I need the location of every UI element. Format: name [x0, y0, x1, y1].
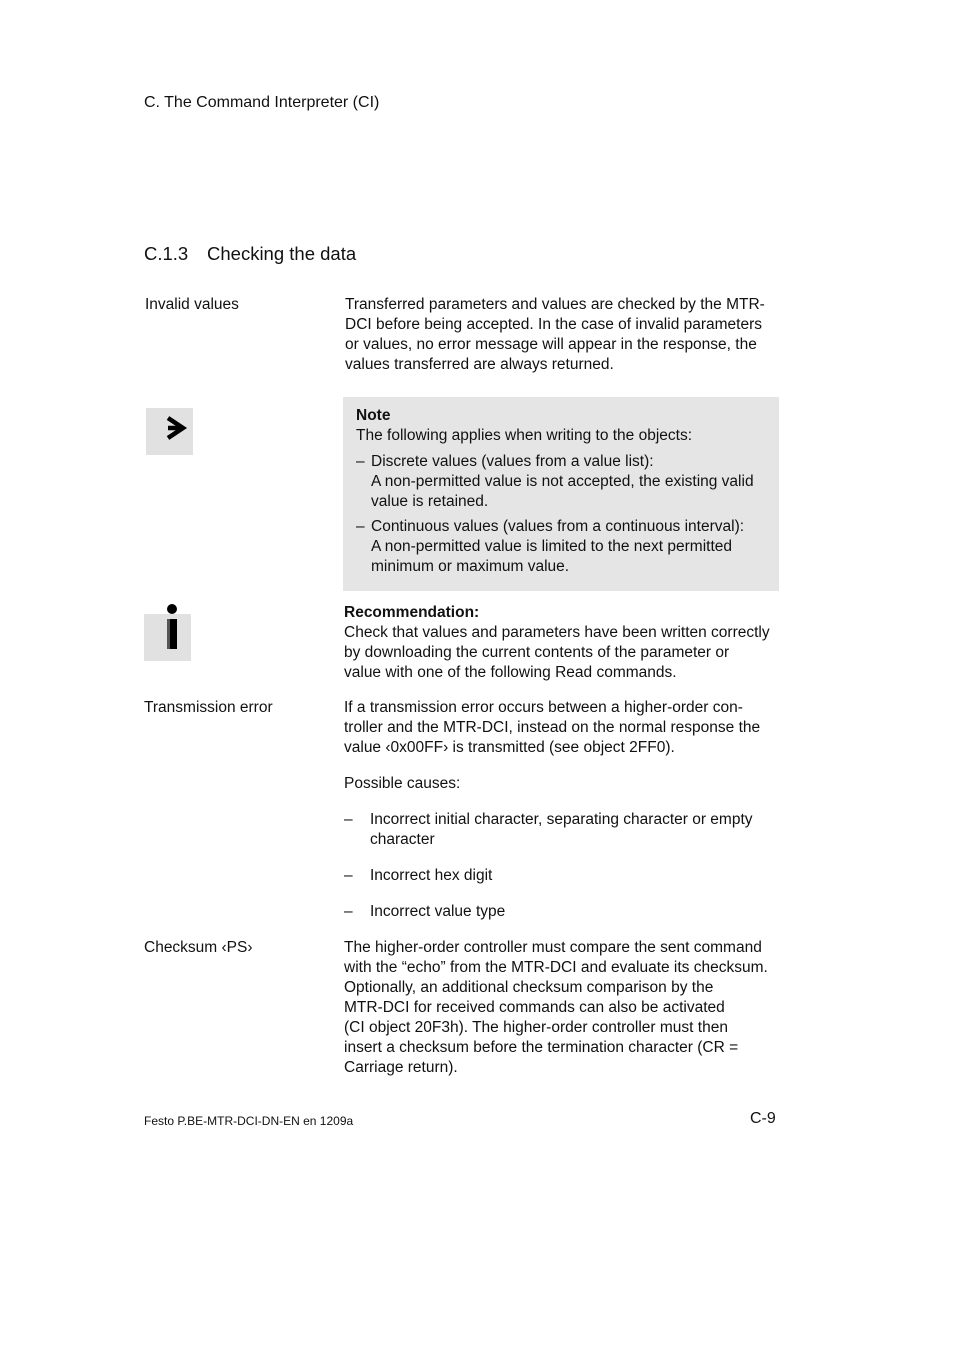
list-item: – Incorrect initial character, separating character or empty character [344, 811, 753, 848]
text-line: value with one of the following Read commands. [344, 664, 677, 681]
transmission-error-label: Transmission error [144, 699, 273, 716]
footer-document-id: Festo P.BE-MTR-DCI-DN-EN en 1209a [144, 1114, 354, 1128]
list-item: – Incorrect hex digit [344, 867, 493, 884]
text-line: with the “echo” from the MTR-DCI and evaluate its checksum. [344, 959, 768, 976]
text-line: The higher-order controller must compare the sent command [344, 939, 762, 956]
note-item: – Discrete values (values from a value list): A non-permitted value is not accepted, the existing valid value is retained. [356, 453, 754, 510]
text-line: values transferred are always returned. [345, 356, 614, 373]
checksum-label: Checksum ‹PS› [144, 939, 253, 956]
note-box [343, 397, 779, 591]
section-title: Checking the data [207, 243, 357, 264]
info-icon [144, 614, 191, 661]
note-item: – Continuous values (values from a continuous interval): A non-permitted value is limited to the next permitted minimum or maximum value. [356, 518, 745, 575]
section-heading [144, 243, 356, 265]
checksum-text [344, 938, 780, 1078]
note-title: Note [356, 407, 391, 424]
running-header: C. The Command Interpreter (CI) [144, 94, 380, 111]
text-line: MTR-DCI for received commands can also be activated [344, 999, 725, 1016]
text-line: DCI before being accepted. In the case of invalid parameters [345, 316, 763, 333]
arrow-right-icon [146, 408, 193, 455]
text-line: Check that values and parameters have been written correctly [344, 624, 770, 641]
invalid-values-text [345, 295, 781, 375]
text-line: Optionally, an additional checksum comparison by the [344, 979, 714, 996]
recommendation-title: Recommendation: [344, 604, 480, 621]
text-line: by downloading the current contents of the parameter or [344, 644, 730, 661]
list-item: – Incorrect value type [344, 903, 506, 920]
text-line: (CI object 20F3h). The higher-order controller must then [344, 1019, 728, 1036]
note-intro: The following applies when writing to the objects: [356, 427, 693, 444]
section-number: C.1.3 [144, 243, 189, 264]
causes-label: Possible causes: [344, 775, 461, 792]
text-line: Transferred parameters and values are checked by the MTR- [345, 296, 765, 313]
text-line: or values, no error message will appear in the response, the [345, 336, 757, 353]
text-line: value ‹0x00FF› is transmitted (see object 2FF0). [344, 739, 675, 756]
transmission-error-text [344, 698, 780, 922]
text-line: insert a checksum before the termination character (CR = [344, 1039, 739, 1056]
recommendation-text [344, 603, 780, 683]
invalid-values-label: Invalid values [145, 296, 239, 313]
text-line: troller and the MTR-DCI, instead on the normal response the [344, 719, 761, 736]
text-line: If a transmission error occurs between a higher-order con- [344, 699, 743, 716]
page-number: C-9 [750, 1110, 776, 1127]
text-line: Carriage return). [344, 1059, 458, 1076]
